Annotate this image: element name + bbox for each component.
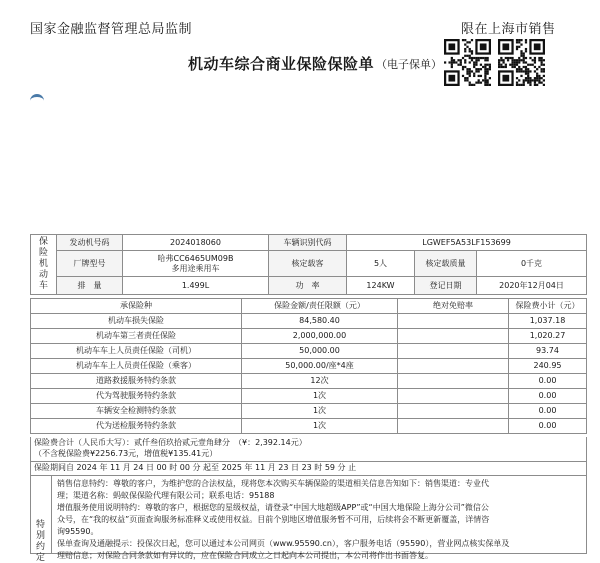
seats-label: 核定载客 [269, 251, 347, 277]
coverage-deductible [398, 389, 509, 404]
vin-value: LGWEF5A53LF153699 [347, 235, 587, 251]
coverage-deductible [398, 329, 509, 344]
coverage-deductible [398, 314, 509, 329]
coverage-amount: 84,580.40 [242, 314, 398, 329]
coverage-premium: 1,037.18 [509, 314, 587, 329]
table-row [31, 329, 587, 344]
coverage-premium: 240.95 [509, 359, 587, 374]
vehicle-info-table [30, 234, 587, 295]
special-line: 询95590。 [57, 527, 99, 536]
special-line: 增值服务使用说明特约：尊敬的客户，根据您的星级权益，请登录“中国大地超级APP”或“中国大地保险上海分公司”微信公 [57, 503, 489, 512]
coverage-amount: 1次 [242, 419, 398, 434]
sales-region-text: 限在上海市销售 [461, 22, 556, 37]
special-line: 众号，在“我的权益”页面查询服务标准释义或使用权益。目前个别地区增值服务暂不可用，后续将会不断更新覆盖，详情咨 [57, 515, 490, 524]
coverage-deductible [398, 419, 509, 434]
table-row [31, 344, 587, 359]
policy-subtitle: （电子保单） [376, 58, 442, 71]
displacement-label: 排 量 [57, 277, 123, 295]
engine-no-value: 2024018060 [123, 235, 269, 251]
coverage-deductible [398, 404, 509, 419]
reg-date-label: 登记日期 [415, 277, 477, 295]
model-label: 厂牌型号 [57, 251, 123, 277]
coverage-premium: 0.00 [509, 389, 587, 404]
coverage-name: 机动车第三者责任保险 [31, 329, 242, 344]
table-row [31, 389, 587, 404]
coverage-premium: 1,020.27 [509, 329, 587, 344]
premium-total-box [30, 437, 587, 462]
special-line: 销售信息特约：尊敬的客户，为维护您的合法权益，现将您本次购买车辆保险的渠道相关信息告知如下：销售渠道：专业代 [57, 479, 489, 488]
table-row [31, 374, 587, 389]
coverage-amount: 2,000,000.00 [242, 329, 398, 344]
coverage-header-name: 承保险种 [31, 299, 242, 314]
coverage-name: 车辆安全检测特约条款 [31, 404, 242, 419]
coverage-header-premium: 保险费小计（元） [509, 299, 587, 314]
premium-total-line: 保险费合计（人民币大写）：贰仟叁佰玖拾贰元壹角肆分 （¥：2,392.14元） [34, 438, 307, 447]
special-line: 理；渠道名称：蚂蚁保保险代理有限公司；联系电话：95188 [57, 491, 275, 500]
coverage-premium: 0.00 [509, 419, 587, 434]
coverage-table [30, 298, 587, 434]
coverage-amount: 1次 [242, 404, 398, 419]
coverage-name: 道路救援服务特约条款 [31, 374, 242, 389]
insurance-period-text: 保险期间自 2024 年 11 月 24 日 00 时 00 分 起至 2025 年 11 月 23 日 23 时 59 分 止 [34, 463, 357, 472]
coverage-deductible [398, 344, 509, 359]
vin-label: 车辆识别代码 [269, 235, 347, 251]
coverage-name: 代为驾驶服务特约条款 [31, 389, 242, 404]
coverage-amount: 50,000.00/座*4座 [242, 359, 398, 374]
qr-code-right [498, 39, 545, 86]
power-label: 功 率 [269, 277, 347, 295]
coverage-header-amount: 保险金额/责任限额（元） [242, 299, 398, 314]
special-line: 理赔信息；对保险合同条款如有异议的，应在保险合同成立之日起向本公司提出，本公司将作出书面答复。 [57, 551, 433, 560]
coverage-premium: 0.00 [509, 404, 587, 419]
power-value: 124KW [347, 277, 415, 295]
seats-value: 5人 [347, 251, 415, 277]
coverage-name: 机动车车上人员责任保险（乘客） [31, 359, 242, 374]
coverage-name: 代为送检服务特约条款 [31, 419, 242, 434]
load-value: 0千克 [477, 251, 587, 277]
special-agreement-label: 特 别 约 定 [31, 475, 52, 553]
special-line: 保单查询及通融提示：投保次日起，您可以通过本公司网页（www.95590.cn），客户服务电话（95590），营业网点核实保单及 [57, 539, 510, 548]
model-value: 哈弗CC6465UM09B 多用途乘用车 [123, 251, 269, 277]
qr-code-left [444, 39, 491, 86]
coverage-amount: 1次 [242, 389, 398, 404]
table-row [31, 404, 587, 419]
table-row [31, 359, 587, 374]
seal-fragment [30, 94, 44, 103]
table-row [31, 419, 587, 434]
premium-tax-line: （不含税保险费¥2256.73元，增值税¥135.41元） [34, 449, 218, 458]
reg-date-value: 2020年12月04日 [477, 277, 587, 295]
coverage-header-deductible: 绝对免赔率 [398, 299, 509, 314]
coverage-deductible [398, 374, 509, 389]
engine-no-label: 发动机号码 [57, 235, 123, 251]
regulator-text: 国家金融监督管理总局监制 [30, 22, 193, 37]
insurance-period-box [30, 461, 587, 476]
load-label: 核定载质量 [415, 251, 477, 277]
displacement-value: 1.499L [123, 277, 269, 295]
coverage-name: 机动车损失保险 [31, 314, 242, 329]
coverage-amount: 50,000.00 [242, 344, 398, 359]
coverage-amount: 12次 [242, 374, 398, 389]
policy-title: 机动车综合商业保险保险单 [188, 55, 375, 73]
coverage-premium: 0.00 [509, 374, 587, 389]
coverage-name: 机动车车上人员责任保险（司机） [31, 344, 242, 359]
table-row [31, 314, 587, 329]
special-agreement-box [30, 475, 587, 563]
coverage-premium: 93.74 [509, 344, 587, 359]
coverage-deductible [398, 359, 509, 374]
special-agreement-text [57, 478, 583, 562]
vehicle-side-label: 保 险 机 动 车 [31, 235, 57, 295]
